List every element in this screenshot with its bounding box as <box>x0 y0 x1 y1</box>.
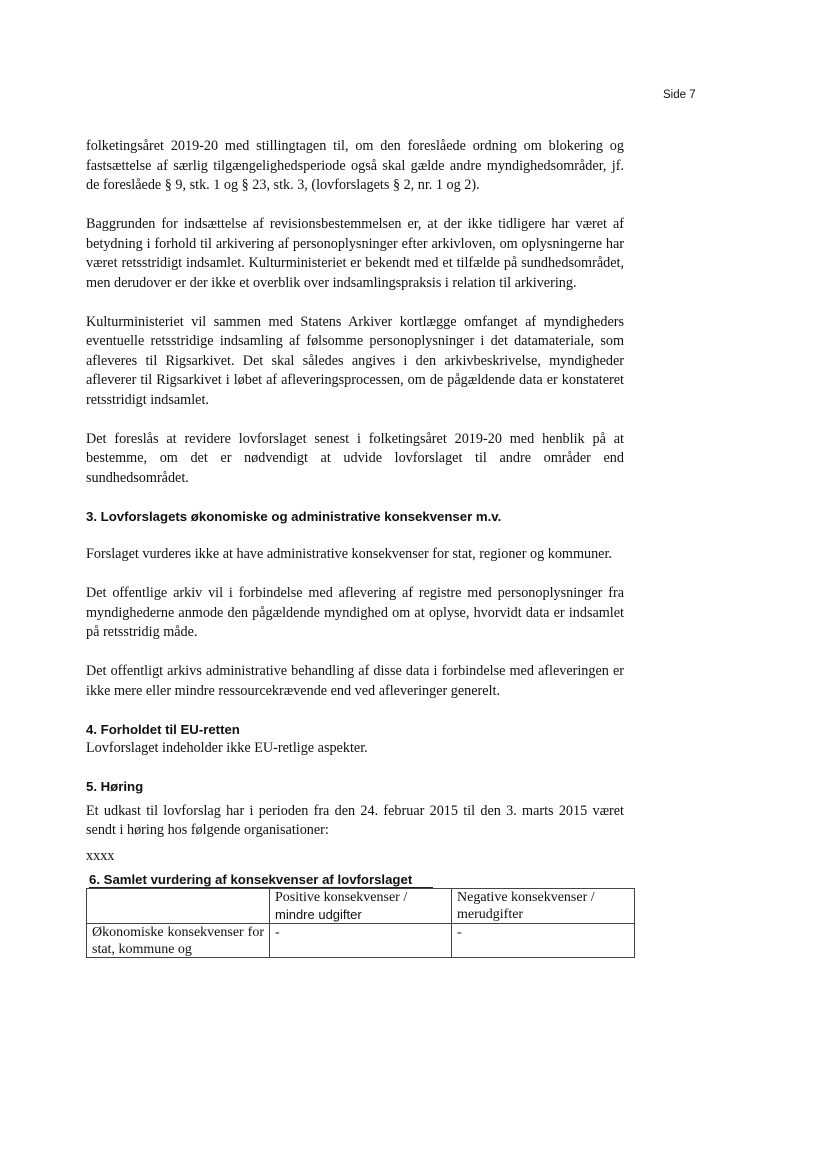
section-3-paragraph-2: Det offentlige arkiv vil i forbindelse med aflevering af registre med personoplysninger fra myndighederne anmode den pågældende myndighed om at oplyse, hvorvidt data er indsamlet på retsstridig måde. <box>86 585 624 640</box>
section-4-heading: 4. Forholdet til EU-retten <box>86 721 240 737</box>
section-5-paragraph: Et udkast til lovforslag har i perioden fra den 24. februar 2015 til den 3. marts 2015 været sendt i høring hos følgende organisationer: <box>86 802 624 838</box>
paragraph-mapping: Kulturministeriet vil sammen med Statens Arkiver kortlægge omfanget af myndigheders eventuelle retsstridige indsamling af følsomme personoplysninger i det datamateriale, som afleveres til Rigsarkivet. Det skal således angives i den arkivbeskrivelse, myndigheder afleverer til Rigsarkivet i løbet af afleveringsprocessen, om de pågældende data er konstateret retsstridigt indsamlet. <box>86 313 624 408</box>
section-5-placeholder: xxxx <box>86 847 115 864</box>
table-header-empty-cell <box>87 889 270 924</box>
section-3-paragraph-1: Forslaget vurderes ikke at have administrative konsekvenser for stat, regioner og kommuner. <box>86 546 612 562</box>
table-header-negative <box>452 889 635 924</box>
table-header-positive-line2: mindre udgifter <box>275 907 362 922</box>
table-header-positive-line1: Positive konsekvenser / <box>275 890 408 905</box>
paragraph-background: Baggrunden for indsættelse af revisionsbestemmelsen er, at der ikke tidligere har været af betydning i forhold til arkivering af personoplysninger efter arkivloven, om oplysningerne har været retsstridigt indsamlet. Kulturministeriet er bekendt med et tilfælde på sundhedsområdet, men derudover er der ikke et overblik over indsamlingspraksis i relation til arkivering. <box>86 216 624 291</box>
table-header-negative-line2: merudgifter <box>457 907 524 922</box>
table-row-label: Økonomiske konsekvenser for stat, kommune og <box>92 925 264 957</box>
table-row <box>87 924 635 958</box>
table-row-label-cell <box>87 924 270 958</box>
section-4-paragraph: Lovforslaget indeholder ikke EU-retlige aspekter. <box>86 739 368 756</box>
page-number: Side 7 <box>663 89 696 101</box>
section-5-heading: 5. Høring <box>86 778 144 794</box>
consequences-table <box>86 888 635 958</box>
table-row-negative-cell: - <box>452 924 635 958</box>
paragraph-revision-continuation: folketingsåret 2019-20 med stillingtagen til, om den foreslåede ordning om blokering og fastsættelse af særlig tilgængelighedsperiode også skal gælde andre myndighedsområder, jf. de foreslåede § 9, stk. 1 og § 23, stk. 3, (lovforslagets § 2, nr. 1 og 2). <box>86 138 624 193</box>
table-header-row <box>87 889 635 924</box>
section-3-heading: 3. Lovforslagets økonomiske og administrative konsekvenser m.v. <box>86 508 502 524</box>
section-3-paragraph-3: Det offentligt arkivs administrative behandling af disse data i forbindelse med afleveringen er ikke mere eller mindre ressourcekrævende end ved afleveringer generelt. <box>86 663 624 699</box>
table-header-positive <box>270 889 452 924</box>
table-row-positive-cell: - <box>270 924 452 958</box>
section-6-heading: 6. Samlet vurdering af konsekvenser af lovforslaget <box>89 872 433 888</box>
table-header-negative-line1: Negative konsekvenser / <box>457 890 595 905</box>
paragraph-revision-proposal: Det foreslås at revidere lovforslaget senest i folketingsåret 2019-20 med henblik på at bestemme, om det er nødvendigt at udvide lovforslaget til andre områder end sundhedsområdet. <box>86 430 624 486</box>
document-body <box>86 137 624 958</box>
